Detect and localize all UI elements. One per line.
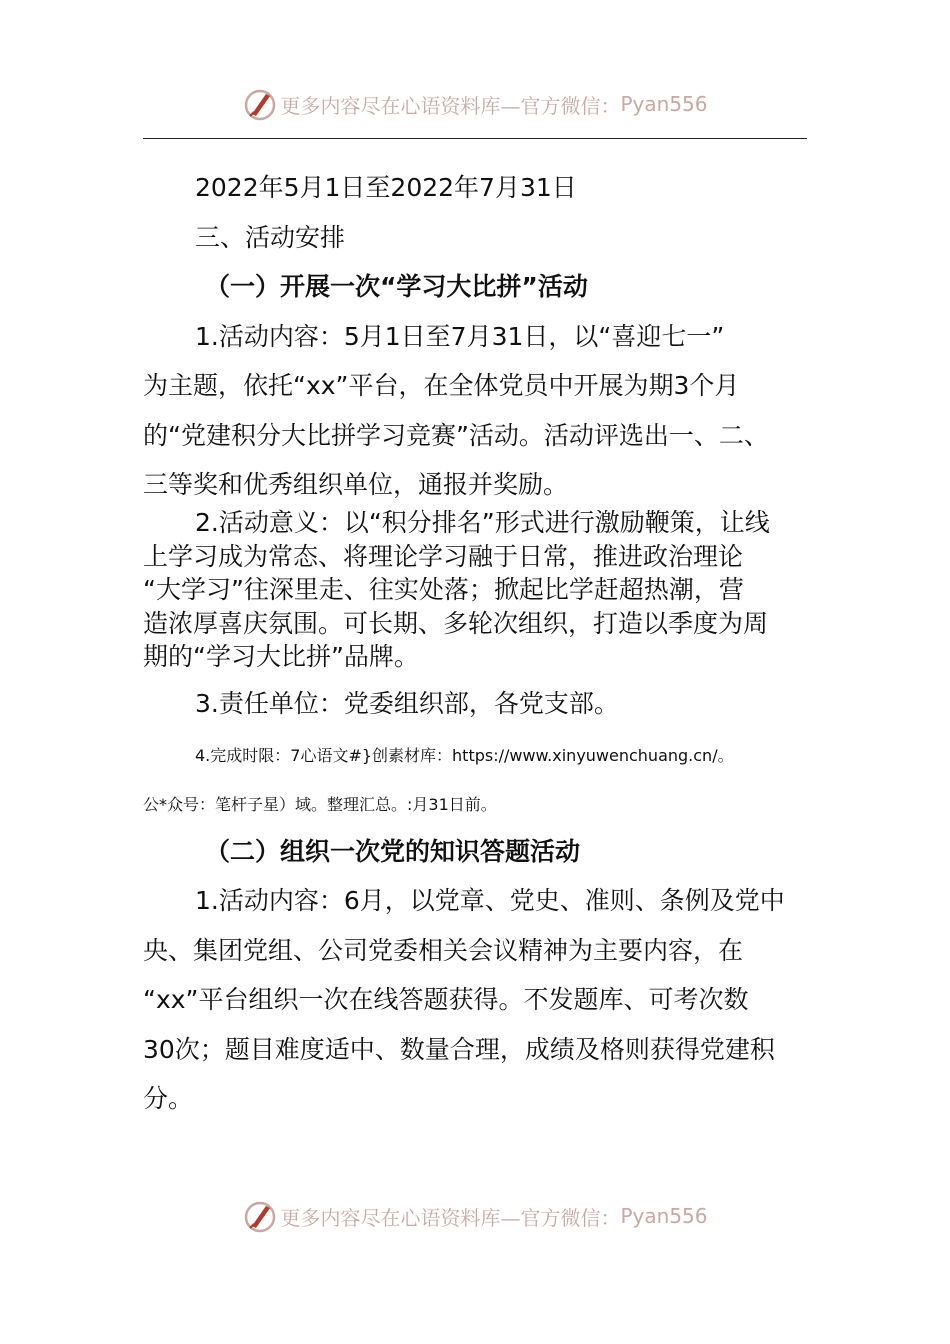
paragraph-line: 分。 — [143, 1084, 194, 1113]
quill-logo-icon — [242, 1198, 278, 1234]
footer-watermark-banner — [0, 1196, 950, 1236]
paragraph-line: 期的“学习大比拼”品牌。 — [143, 642, 419, 671]
section-heading: 三、活动安排 — [195, 223, 346, 252]
paragraph-line: 的“党建积分大比拼学习竞赛”活动。活动评选出一、二、 — [143, 421, 769, 450]
paragraph-line: 三等奖和优秀组织单位，通报并奖励。 — [143, 470, 569, 499]
watermark-text: 更多内容尽在心语资料库—官方微信： — [280, 1205, 621, 1230]
wechat-id: Pyan556 — [620, 92, 708, 116]
watermark-text: 更多内容尽在心语资料库—官方微信： — [280, 93, 621, 118]
wechat-id: Pyan556 — [620, 1204, 708, 1228]
small-note-line: 4.完成时限：7心语文#}创素材库：https://www.xinyuwenchuang.cn/。 — [195, 746, 734, 765]
paragraph-line: 央、集团党组、公司党委相关会议精神为主要内容，在 — [143, 936, 744, 965]
paragraph-line: 1.活动内容：5月1日至7月31日，以“喜迎七一” — [195, 322, 725, 351]
date-range: 2022年5月1日至2022年7月31日 — [195, 173, 577, 202]
paragraph-line: 2.活动意义：以“积分排名”形式进行激励鞭策，让线 — [195, 508, 770, 537]
header-watermark-banner — [0, 84, 950, 124]
header-divider — [143, 138, 807, 139]
paragraph-line: 上学习成为常态、将理论学习融于日常，推进政治理论 — [143, 542, 744, 571]
paragraph-line: 30次；题目难度适中、数量合理，成绩及格则获得党建积 — [143, 1035, 775, 1064]
paragraph-line: 3.责任单位：党委组织部，各党支部。 — [195, 689, 619, 718]
paragraph-line: “xx”平台组织一次在线答题获得。不发题库、可考次数 — [143, 985, 749, 1014]
small-note-line: 公*众号：笔杆子星）域。整理汇总。:月31日前。 — [143, 795, 497, 814]
paragraph-line: 为主题，依托“xx”平台，在全体党员中开展为期3个月 — [143, 371, 740, 400]
paragraph-line: 造浓厚喜庆氛围。可长期、多轮次组织，打造以季度为周 — [143, 609, 769, 638]
paragraph-line: “大学习”往深里走、往实处落；掀起比学赶超热潮，营 — [143, 575, 744, 604]
subsection-heading-2: （二）组织一次党的知识答题活动 — [205, 837, 581, 866]
paragraph-line: 1.活动内容：6月，以党章、党史、准则、条例及党中 — [195, 886, 785, 915]
quill-logo-icon — [242, 86, 278, 122]
subsection-heading-1: （一）开展一次“学习大比拼”活动 — [205, 272, 588, 301]
